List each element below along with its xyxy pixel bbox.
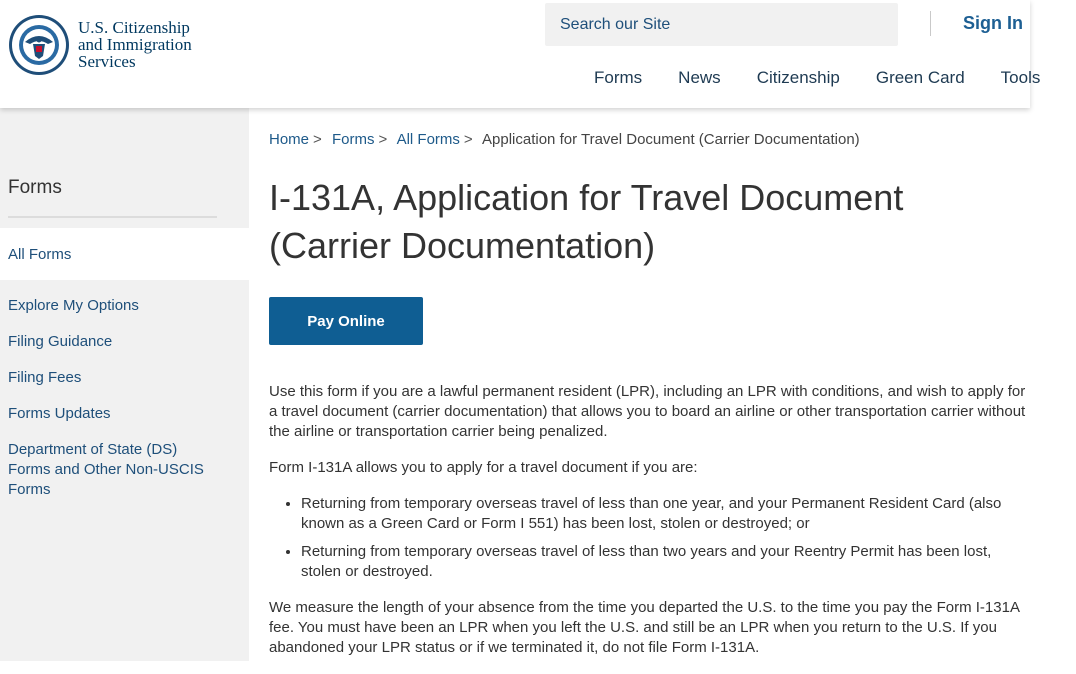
agency-line-3: Services bbox=[78, 52, 136, 71]
nav-forms[interactable]: Forms bbox=[594, 68, 643, 87]
sidebar-item-label: All Forms bbox=[8, 246, 72, 263]
sidebar-list bbox=[8, 296, 208, 516]
sign-in-link[interactable]: Sign In bbox=[963, 13, 1023, 33]
breadcrumb-forms[interactable]: Forms bbox=[331, 131, 375, 148]
agency-name bbox=[78, 19, 192, 70]
sidebar-item-explore-my-options[interactable]: Explore My Options bbox=[8, 297, 139, 314]
sidebar-item-filing-guidance[interactable]: Filing Guidance bbox=[8, 333, 113, 350]
sidebar bbox=[0, 108, 249, 661]
page-body bbox=[269, 382, 1029, 674]
sidebar-item-filing-fees[interactable]: Filing Fees bbox=[8, 369, 82, 386]
nav-citizenship[interactable]: Citizenship bbox=[756, 68, 840, 87]
nav-news[interactable]: News bbox=[678, 68, 721, 87]
dhs-seal-icon bbox=[8, 14, 70, 76]
nav-green-card[interactable]: Green Card bbox=[875, 68, 965, 87]
sidebar-item-forms-updates[interactable]: Forms Updates bbox=[8, 405, 111, 422]
sidebar-title: Forms bbox=[8, 177, 62, 198]
breadcrumb-separator: > bbox=[313, 131, 322, 148]
breadcrumb-current: Application for Travel Document (Carrier Documentation) bbox=[482, 131, 860, 148]
site-header bbox=[0, 0, 1041, 108]
agency-line-1: U.S. Citizenship bbox=[78, 18, 190, 37]
uscis-logo[interactable] bbox=[8, 14, 192, 76]
breadcrumb-separator: > bbox=[378, 131, 388, 148]
list-item: • Returning from temporary overseas travel of less than one year, and your Permanent Resident Card (also known as a Green Card or Form I 551) has been lost, stolen or destroyed; or bbox=[301, 494, 1029, 534]
list-item: • Returning from temporary overseas travel of less than two years and your Reentry Permit has been lost, stolen or destroyed. bbox=[301, 542, 1029, 582]
intro-paragraph: Use this form if you are a lawful permanent resident (LPR), including an LPR with conditions, and wish to apply for a travel document (carrier documentation) that allows you to board an airline or other transportation carrier without the airline or transportation carrier being penalized. bbox=[269, 383, 1026, 440]
pay-online-button[interactable]: Pay Online bbox=[269, 297, 423, 345]
main-nav bbox=[594, 68, 1076, 88]
agency-line-2: and Immigration bbox=[78, 35, 192, 54]
search-placeholder: Search our Site bbox=[560, 15, 671, 33]
breadcrumb-all-forms[interactable]: All Forms bbox=[396, 131, 460, 148]
search-input[interactable] bbox=[545, 3, 898, 46]
breadcrumb-separator: > bbox=[463, 131, 473, 148]
nav-tools[interactable]: Tools bbox=[1000, 68, 1041, 87]
breadcrumb bbox=[269, 131, 860, 148]
header-divider bbox=[930, 11, 931, 36]
eligibility-intro: Form I-131A allows you to apply for a travel document if you are: bbox=[269, 459, 698, 476]
sidebar-item-all-forms[interactable] bbox=[0, 228, 249, 280]
sidebar-divider bbox=[8, 216, 217, 218]
sidebar-item-ds-forms[interactable]: Department of State (DS) Forms and Other Non-USCIS Forms bbox=[8, 441, 204, 498]
breadcrumb-home[interactable]: Home bbox=[269, 131, 310, 148]
page-title: I-131A, Application for Travel Document (Carrier Documentation) bbox=[269, 177, 904, 266]
eligibility-list bbox=[301, 494, 1029, 582]
absence-paragraph: We measure the length of your absence from the time you departed the U.S. to the time you pay the Form I-131A fee. You must have been an LPR when you left the U.S. and still be an LPR when you return to the U.S. If you abandoned your LPR status or if we terminated it, do not file Form I-131A. bbox=[269, 599, 1020, 656]
